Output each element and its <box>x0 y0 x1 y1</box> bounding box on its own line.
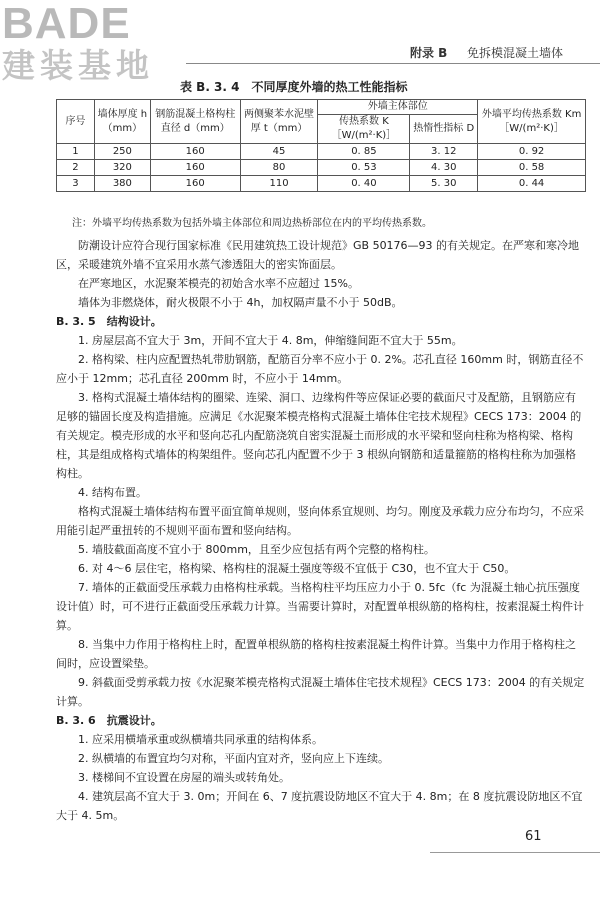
header-prefix: 附录 B <box>410 46 448 60</box>
running-header <box>410 44 563 61</box>
paragraph: 1. 房屋层高不宜大于 3m，开间不宜大于 4. 8m，伸缩缝间距不宜大于 55m。 <box>78 334 463 347</box>
table-cell: 3. 12 <box>410 144 478 160</box>
table-note: 注：外墙平均传热系数为包括外墙主体部位和周边热桥部位在内的平均传热系数。 <box>72 218 432 229</box>
header-wall-thickness: 两侧聚苯水泥壁厚 t（mm） <box>240 100 318 144</box>
page-number: 61 <box>525 829 542 844</box>
header-k: 传热系数 K［W/(m²·K)］ <box>318 115 410 144</box>
paragraph: 3. 格构式混凝土墙体结构的圈梁、连梁、洞口、边缘构件等应保证必要的截面尺寸及配筋，且钢筋应有足够的锚固长度及构造措施。应满足《水泥聚苯模壳格构式混凝土墙体住宅技术规程》CECS 173：2004 的有关规定。模壳形成的水平和竖向芯孔内配筋浇筑自密实混凝土而形成的水平梁和竖向柱称为格构梁、格构柱，其是组成格构式墙体的构架组件。竖向芯孔内配置不少于 3 根纵向钢筋和适量箍筋的格构柱称为加强格构柱。 <box>56 391 582 480</box>
thermal-table <box>56 99 586 192</box>
table-cell: 2 <box>57 160 95 176</box>
paragraph: 8. 当集中力作用于格构柱上时，配置单根纵筋的格构柱按素混凝土构件计算。当集中力作用于格构柱之间时，应设置梁垫。 <box>56 638 576 670</box>
table-row <box>57 176 586 192</box>
header-title: 免拆模混凝土墙体 <box>467 46 564 60</box>
watermark-logo <box>2 2 182 84</box>
body-text <box>56 236 586 825</box>
footer-divider <box>430 852 600 853</box>
paragraph: 在严寒地区，水泥聚苯模壳的初始含水率不应超过 15%。 <box>78 277 359 290</box>
table-row <box>57 144 586 160</box>
header-thickness: 墙体厚度 h（mm） <box>94 100 150 144</box>
paragraph: 1. 应采用横墙承重或纵横墙共同承重的结构体系。 <box>78 733 323 746</box>
table-cell: 5. 30 <box>410 176 478 192</box>
paragraph: 4. 结构布置。 <box>78 486 147 499</box>
table-cell: 320 <box>94 160 150 176</box>
table-cell: 0. 85 <box>318 144 410 160</box>
table-cell: 3 <box>57 176 95 192</box>
paragraph: 墙体为非燃烧体，耐火极限不小于 4h，加权隔声量不小于 50dB。 <box>78 296 403 309</box>
header-d: 热惰性指标 D <box>410 115 478 144</box>
table-cell: 250 <box>94 144 150 160</box>
logo-wordmark: BADE <box>2 0 131 48</box>
table-row <box>57 160 586 176</box>
table-cell: 0. 44 <box>478 176 586 192</box>
paragraph: 7. 墙体的正截面受压承载力由格构柱承载。当格构柱平均压应力小于 0. 5fc（fc 为混凝土轴心抗压强度设计值）时，可不进行正截面受压承载力计算。当需要计算时，对配置单根纵筋的格构柱，按素混凝土构件计算。 <box>56 581 584 632</box>
table-cell: 45 <box>240 144 318 160</box>
header-index: 序号 <box>57 100 95 144</box>
logo-subtitle: 建装基地 <box>2 46 154 85</box>
table-cell: 160 <box>150 144 240 160</box>
table-body <box>57 144 586 192</box>
header-km: 外墙平均传热系数 Km［W/(m²·K)］ <box>478 100 586 144</box>
table-cell: 110 <box>240 176 318 192</box>
paragraph: 9. 斜截面受剪承载力按《水泥聚苯模壳格构式混凝土墙体住宅技术规程》CECS 173：2004 的有关规定计算。 <box>56 676 585 708</box>
paragraph: 5. 墙肢截面高度不宜小于 800mm，且至少应包括有两个完整的格构柱。 <box>78 543 435 556</box>
paragraph: 4. 建筑层高不宜大于 3. 0m；开间在 6、7 度抗震设防地区不宜大于 4. 8m；在 8 度抗震设防地区不宜大于 4. 5m。 <box>56 790 583 822</box>
table-cell: 0. 58 <box>478 160 586 176</box>
paragraph: 6. 对 4～6 层住宅，格构梁、格构柱的混凝土强度等级不宜低于 C30，也不宜大于 C50。 <box>78 562 516 575</box>
table-cell: 380 <box>94 176 150 192</box>
table-cell: 160 <box>150 176 240 192</box>
paragraph: 2. 纵横墙的布置宜均匀对称，平面内宜对齐，竖向应上下连续。 <box>78 752 389 765</box>
table-cell: 0. 40 <box>318 176 410 192</box>
header-column-diameter: 钢筋混凝土格构柱直径 d（mm） <box>150 100 240 144</box>
paragraph: 3. 楼梯间不宜设置在房屋的端头或转角处。 <box>78 771 290 784</box>
paragraph: 格构式混凝土墙体结构布置平面宜简单规则，竖向体系宜规则、均匀。刚度及承载力应分布均匀，不应采用能引起严重扭转的不规则平面布置和竖向结构。 <box>56 505 584 537</box>
table-title: 表 B. 3. 4 不同厚度外墙的热工性能指标 <box>180 80 408 94</box>
table-cell: 80 <box>240 160 318 176</box>
table-cell: 160 <box>150 160 240 176</box>
header-main-group: 外墙主体部位 <box>318 100 478 115</box>
header-divider <box>186 63 600 64</box>
paragraph: 2. 格构梁、柱内应配置热轧带肋钢筋，配筋百分率不应小于 0. 2%。芯孔直径 160mm 时，钢筋直径不应小于 12mm；芯孔直径 200mm 时，不应小于 14mm。 <box>56 353 584 385</box>
section-heading: B. 3. 6 抗震设计。 <box>56 714 162 727</box>
table-cell: 0. 92 <box>478 144 586 160</box>
table-cell: 0. 53 <box>318 160 410 176</box>
paragraph: 防潮设计应符合现行国家标准《民用建筑热工设计规范》GB 50176—93 的有关规定。在严寒和寒冷地区，采暖建筑外墙不宜采用水蒸气渗透阻大的密实饰面层。 <box>56 239 580 271</box>
table-cell: 4. 30 <box>410 160 478 176</box>
table-cell: 1 <box>57 144 95 160</box>
section-heading: B. 3. 5 结构设计。 <box>56 315 162 328</box>
